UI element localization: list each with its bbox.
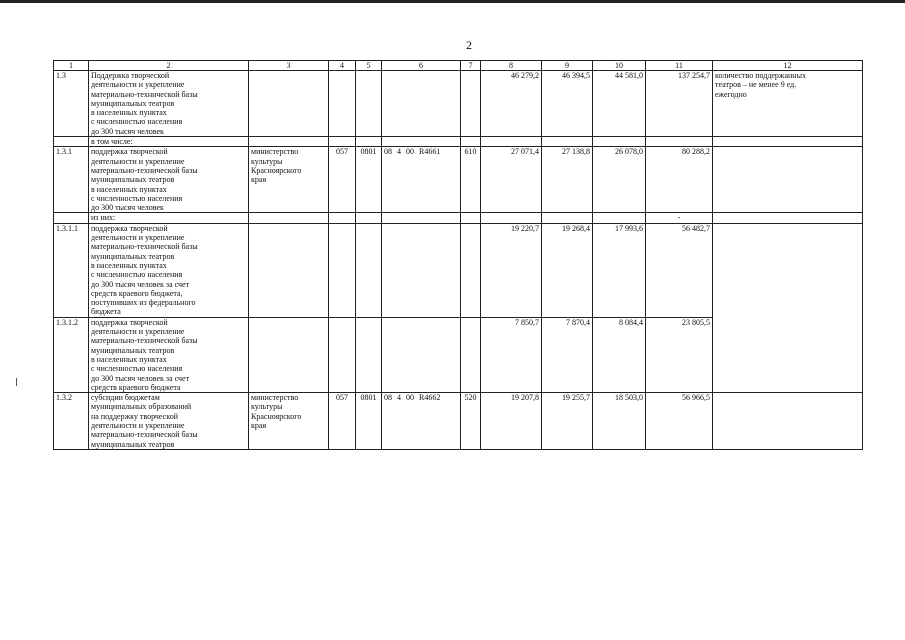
vr-cell: [461, 71, 481, 137]
vr-cell: [461, 223, 481, 317]
row-number: 1.3: [54, 71, 89, 137]
value-col10: 18 503,0: [593, 393, 646, 450]
value-col8: 7 850,7: [481, 317, 542, 392]
grbs-cell: [329, 317, 356, 392]
grbs-cell: [329, 71, 356, 137]
row-name: Поддержка творческой деятельности и укрепление материально-технической базы муниципальных театров в населенных пунктах с численностью населения до 300 тысяч человек: [89, 71, 249, 137]
dash-mark: -: [646, 213, 713, 223]
value-col10: 26 078,0: [593, 147, 646, 213]
row-number: 1.3.1.1: [54, 223, 89, 317]
value-col9: 19 255,7: [542, 393, 593, 450]
row-subheading: в том числе:: [89, 137, 249, 147]
header-cell: 5: [356, 61, 382, 71]
rzpr-cell: [356, 223, 382, 317]
vr-cell: [461, 317, 481, 392]
rzpr-cell: [356, 71, 382, 137]
header-cell: 12: [713, 61, 863, 71]
value-col10: 8 084,4: [593, 317, 646, 392]
table-row: [54, 223, 863, 317]
value-col8: 46 279,2: [481, 71, 542, 137]
header-cell: 4: [329, 61, 356, 71]
result-cell: количество поддержанных театров – не менее 9 ед. ежегодно: [713, 71, 863, 137]
ministry-cell: [249, 223, 329, 317]
table-row: [54, 213, 863, 223]
grbs-cell: 057: [329, 393, 356, 450]
row-number: 1.3.1.2: [54, 317, 89, 392]
scan-margin-mark: [16, 378, 17, 386]
row-number: 1.3.2: [54, 393, 89, 450]
result-cell: [713, 393, 863, 450]
table-row: [54, 393, 863, 450]
header-cell: 6: [382, 61, 461, 71]
value-col9: 46 394,5: [542, 71, 593, 137]
rzpr-cell: [356, 317, 382, 392]
row-name: поддержка творческой деятельности и укрепление материально-технической базы муниципальных театров в населенных пунктах с численностью населения до 300 тысяч человек за счет средств краевого бюджета, поступивших из федерального бюджета: [89, 223, 249, 317]
row-subheading: из них:: [89, 213, 249, 223]
header-cell: 9: [542, 61, 593, 71]
ministry-cell: [249, 317, 329, 392]
vr-cell: 520: [461, 393, 481, 450]
value-col9: 19 268,4: [542, 223, 593, 317]
kcsr-cell: 08 4 00 R4661: [382, 147, 461, 213]
value-col8: 19 207,8: [481, 393, 542, 450]
grbs-cell: 057: [329, 147, 356, 213]
table-row: [54, 71, 863, 137]
value-col10: 17 993,6: [593, 223, 646, 317]
header-cell: 3: [249, 61, 329, 71]
value-col8: 19 220,7: [481, 223, 542, 317]
value-col8: 27 071,4: [481, 147, 542, 213]
top-border-line: [0, 0, 905, 3]
row-name: поддержка творческой деятельности и укрепление материально-технической базы муниципальных театров в населенных пунктах с численностью населения до 300 тысяч человек: [89, 147, 249, 213]
ministry-cell: министерство культуры Красноярского края: [249, 147, 329, 213]
table-row: [54, 137, 863, 147]
budget-table: [53, 60, 863, 450]
kcsr-cell: 08 4 00 R4662: [382, 393, 461, 450]
vr-cell: 610: [461, 147, 481, 213]
header-cell: 2: [89, 61, 249, 71]
rzpr-cell: 0801: [356, 393, 382, 450]
header-cell: 11: [646, 61, 713, 71]
value-col11: 23 805,5: [646, 317, 713, 392]
value-col9: 27 138,8: [542, 147, 593, 213]
value-col11: 56 482,7: [646, 223, 713, 317]
value-col11: 80 288,2: [646, 147, 713, 213]
value-col9: 7 870,4: [542, 317, 593, 392]
ministry-cell: министерство культуры Красноярского края: [249, 393, 329, 450]
header-cell: 10: [593, 61, 646, 71]
header-cell: 8: [481, 61, 542, 71]
row-name: поддержка творческой деятельности и укрепление материально-технической базы муниципальных театров в населенных пунктах с численностью населения до 300 тысяч человек за счет средств краевого бюджета: [89, 317, 249, 392]
kcsr-cell: [382, 223, 461, 317]
result-cell: [713, 223, 863, 392]
kcsr-cell: [382, 71, 461, 137]
rzpr-cell: 0801: [356, 147, 382, 213]
table-row: [54, 147, 863, 213]
page-number: 2: [466, 38, 472, 52]
header-row: [54, 61, 863, 71]
value-col11: 137 254,7: [646, 71, 713, 137]
row-number: 1.3.1: [54, 147, 89, 213]
grbs-cell: [329, 223, 356, 317]
kcsr-cell: [382, 317, 461, 392]
header-cell: 7: [461, 61, 481, 71]
ministry-cell: [249, 71, 329, 137]
value-col11: 56 966,5: [646, 393, 713, 450]
result-cell: [713, 147, 863, 213]
row-name: субсидии бюджетам муниципальных образований на поддержку творческой деятельности и укрепление материально-технической базы муниципальных театров: [89, 393, 249, 450]
header-cell: 1: [54, 61, 89, 71]
value-col10: 44 581,0: [593, 71, 646, 137]
